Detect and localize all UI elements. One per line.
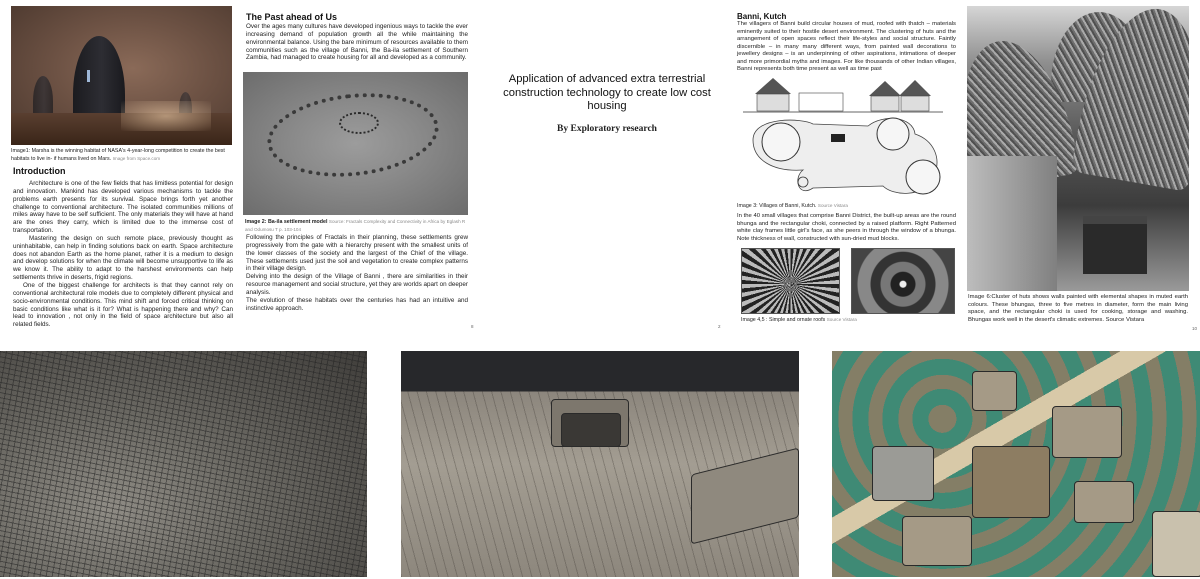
ornate-roof-image — [851, 248, 955, 314]
light-glow — [121, 101, 211, 131]
caption-source: Source: Fractals Complexity and Connectivity in Africa by Eglash R and Odumosu T p. 103-104 — [245, 219, 466, 232]
caption-source: Image from Space.com — [112, 156, 161, 161]
paragraph: Delving into the design of the Village of Banni , there are similarities in their resource management and social structure, yet they are worlds apart on deeper analysis. — [246, 273, 468, 296]
page-number: 8 — [471, 324, 474, 329]
render-illustrated-village — [832, 351, 1200, 577]
title-block — [488, 73, 726, 134]
banni-heading: Banni, Kutch — [737, 12, 787, 21]
paragraph: The evolution of these habitats over the centuries has had an intuitive and instinctive approach. — [246, 296, 468, 312]
introduction-heading: Introduction — [13, 166, 66, 176]
paragraph: Following the principles of Fractals in their planning, these settlements grew progressively from the gate with a hierarchy present with the smallest units of the lower classes of the society and the largest of the Chief of the village. These settlements used just the soil and vegetation to create complex patterns in their village design. — [246, 234, 468, 273]
mars-habitat-image — [11, 6, 232, 145]
caption-source: Source Vistara — [826, 317, 857, 322]
render-thatched-village-aerial — [0, 351, 367, 577]
introduction-body — [13, 180, 233, 329]
hut-doorway — [1083, 216, 1147, 274]
caption-text: Image 6:Cluster of huts shows walls painted with elemental shapes in muted earth colours. These bhungas, three to five metres in diameter, form the main living space, and the rectangular choki is used for cooking, storage and washing. Bhungas work well in the desert's climatic extremes. — [968, 294, 1188, 323]
settlement-ring — [263, 85, 443, 185]
page-number: 10 — [1192, 326, 1198, 331]
image6-caption — [968, 294, 1188, 324]
banni-intro: The villagers of Banni build circular houses of mud, roofed with thatch – materials eminently suited to their hostile desert environment. The clustering of huts and the arrangement of open spaces reflect their life-styles and social structure. Faintly discernible – in many many different ways, from painted wall decorations to jewellery designs – is an underpinning of other aspirations, intimations of deeper and more primordial myths and images. For like thousands of other Indian villages, Banni represents both time present as well as time past — [737, 21, 956, 72]
banni-paragraph: In the 40 small villages that comprise Banni District, the built-up areas are the round bhunga and the rectangular choki, connected by a raised platform. Right Patterned white clay frames little girl's face, as she peers in through the window of a bhunga. Note thickness of wall, constructed with sun-dried mud blocks. — [737, 213, 956, 242]
mud-wall — [967, 156, 1057, 291]
habitat-pod — [33, 76, 53, 118]
past-ahead-intro: Over the ages many cultures have developed ingenious ways to tackle the ever increasing demand of population growth all the while maintaining the environmental balance. Using the bare minimum of resources available to them communities such as the village of Banni, the Ba-ila settlement of Southern Zambia, had managed to create housing for all and developed as a community. — [246, 23, 468, 62]
past-ahead-heading: The Past ahead of Us — [246, 12, 338, 22]
paragraph: One of the biggest challenge for architects is that they cannot rely on conventional architectural role models due to completely different physical and socio-environmental conditions. This mind shift and forced critical thinking on basic conditions like what is it for? What is happening there and why? Can lead to innovation , not only in the field of space architecture but also all related fields. — [13, 281, 233, 329]
caption-source: Source Vistara — [1105, 316, 1145, 323]
page-number: 2 — [718, 324, 721, 329]
caption-text: Image 2: Ba-ila settlement model — [245, 219, 328, 225]
caption-text: Image1: Marsha is the winning habitat of NASA's 4-year-long competition to create the best habitats to live in- if humans lived on Mars. — [11, 148, 225, 162]
caption-text: Image 4,5 : Simple and ornate roofs — [741, 317, 826, 323]
image1-caption — [11, 148, 236, 163]
render-village-street — [401, 351, 799, 577]
simple-roof-image — [741, 248, 840, 314]
banni-village-drawing — [743, 78, 961, 198]
paragraph: Architecture is one of the few fields that has limitless potential for design and innovation. Mankind has developed various mechanisms to tackle the problems earth presents for its survival. Space brings forth yet another challenge to conventional architecture. The isolated communities millions of miles away have to be self sufficient. The only materials they will have at hand are the ones they carry, which is limited due to the immense cost of transportation. — [13, 180, 233, 235]
settlement-center — [339, 112, 379, 134]
document-title: Application of advanced extra terrestrial construction technology to create low cost housing — [503, 73, 711, 112]
image3-caption — [737, 202, 957, 210]
byline: By Exploratory research — [557, 123, 657, 134]
caption-source: Source Vistara — [817, 203, 848, 208]
baila-settlement-image — [243, 72, 468, 215]
image45-caption — [741, 316, 941, 324]
past-ahead-body — [246, 234, 468, 312]
bhunga-hut-photo — [967, 6, 1189, 291]
caption-text: Image 3: Villages of Banni, Kutch. — [737, 203, 817, 209]
paragraph: Mastering the design on such remote place, previously thought as uninhabitable, can help in finding solutions back on earth. Space architecture does not abandon Earth as the home planet, rather it is a medium to design and develop solutions for when the climate will become unsupportive to life as we know it. The ability to adapt to the harshest environments can help settlements thrive in deserts, frigid regions. — [13, 234, 233, 282]
image2-caption — [245, 218, 467, 234]
